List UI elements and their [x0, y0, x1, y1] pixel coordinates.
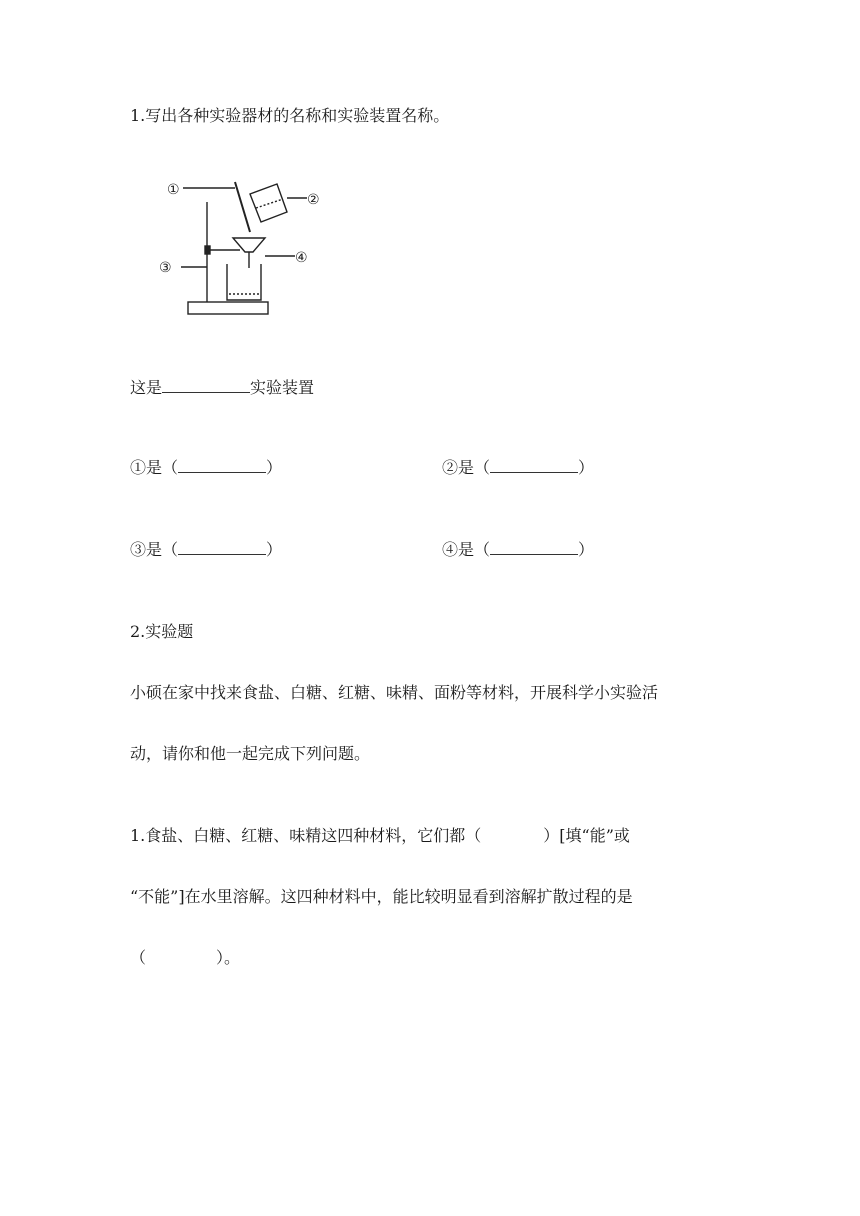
item-3: [130, 540, 282, 560]
question-2-title: 2.实验题: [130, 622, 194, 641]
question-2-intro-line-1: 小硕在家中找来食盐、白糖、红糖、味精、面粉等材料，开展科学小实验活: [130, 683, 659, 702]
sub-question-1-line-3: [130, 948, 240, 968]
item-4: [442, 540, 594, 560]
item-4-prefix: ④是（: [442, 540, 491, 559]
pouring-beaker: [250, 184, 287, 222]
device-name-line: [130, 378, 314, 398]
item-1-blank[interactable]: [178, 458, 266, 473]
stand-base: [188, 302, 268, 314]
item-3-blank[interactable]: [178, 540, 266, 555]
item-1-suffix: ）: [266, 458, 283, 477]
device-blank[interactable]: [162, 378, 250, 393]
sub-question-1-line-2: “不能”]在水里溶解。这四种材料中，能比较明显看到溶解扩散过程的是: [130, 887, 633, 906]
item-3-prefix: ③是（: [130, 540, 179, 559]
item-2: [442, 458, 594, 478]
item-1-prefix: ①是（: [130, 458, 179, 477]
item-3-suffix: ）: [266, 540, 283, 559]
sub1-text-a: 1.食盐、白糖、红糖、味精这四种材料，它们都（: [130, 826, 482, 845]
item-2-suffix: ）: [578, 458, 595, 477]
device-prefix: 这是: [130, 378, 163, 397]
sub1-text-d: ）。: [216, 948, 241, 967]
glass-rod: [235, 182, 250, 232]
receiving-beaker: [227, 264, 261, 300]
sub-question-1-line-1: [130, 826, 630, 846]
label-2: ②: [307, 192, 320, 208]
sub1-text-c: （: [130, 948, 147, 967]
item-2-blank[interactable]: [490, 458, 578, 473]
item-2-prefix: ②是（: [442, 458, 491, 477]
question-2-intro-line-2: 动，请你和他一起完成下列问题。: [130, 744, 371, 763]
label-3: ③: [159, 260, 172, 276]
question-1-title: 1.写出各种实验器材的名称和实验装置名称。: [130, 106, 450, 125]
item-4-blank[interactable]: [490, 540, 578, 555]
sub1-text-b: ）[填“能”或: [543, 826, 630, 845]
item-1: [130, 458, 282, 478]
item-4-suffix: ）: [578, 540, 595, 559]
device-suffix: 实验装置: [250, 378, 315, 397]
label-1: ①: [167, 182, 180, 198]
filtration-apparatus-diagram: [155, 172, 335, 332]
label-4: ④: [295, 250, 308, 266]
